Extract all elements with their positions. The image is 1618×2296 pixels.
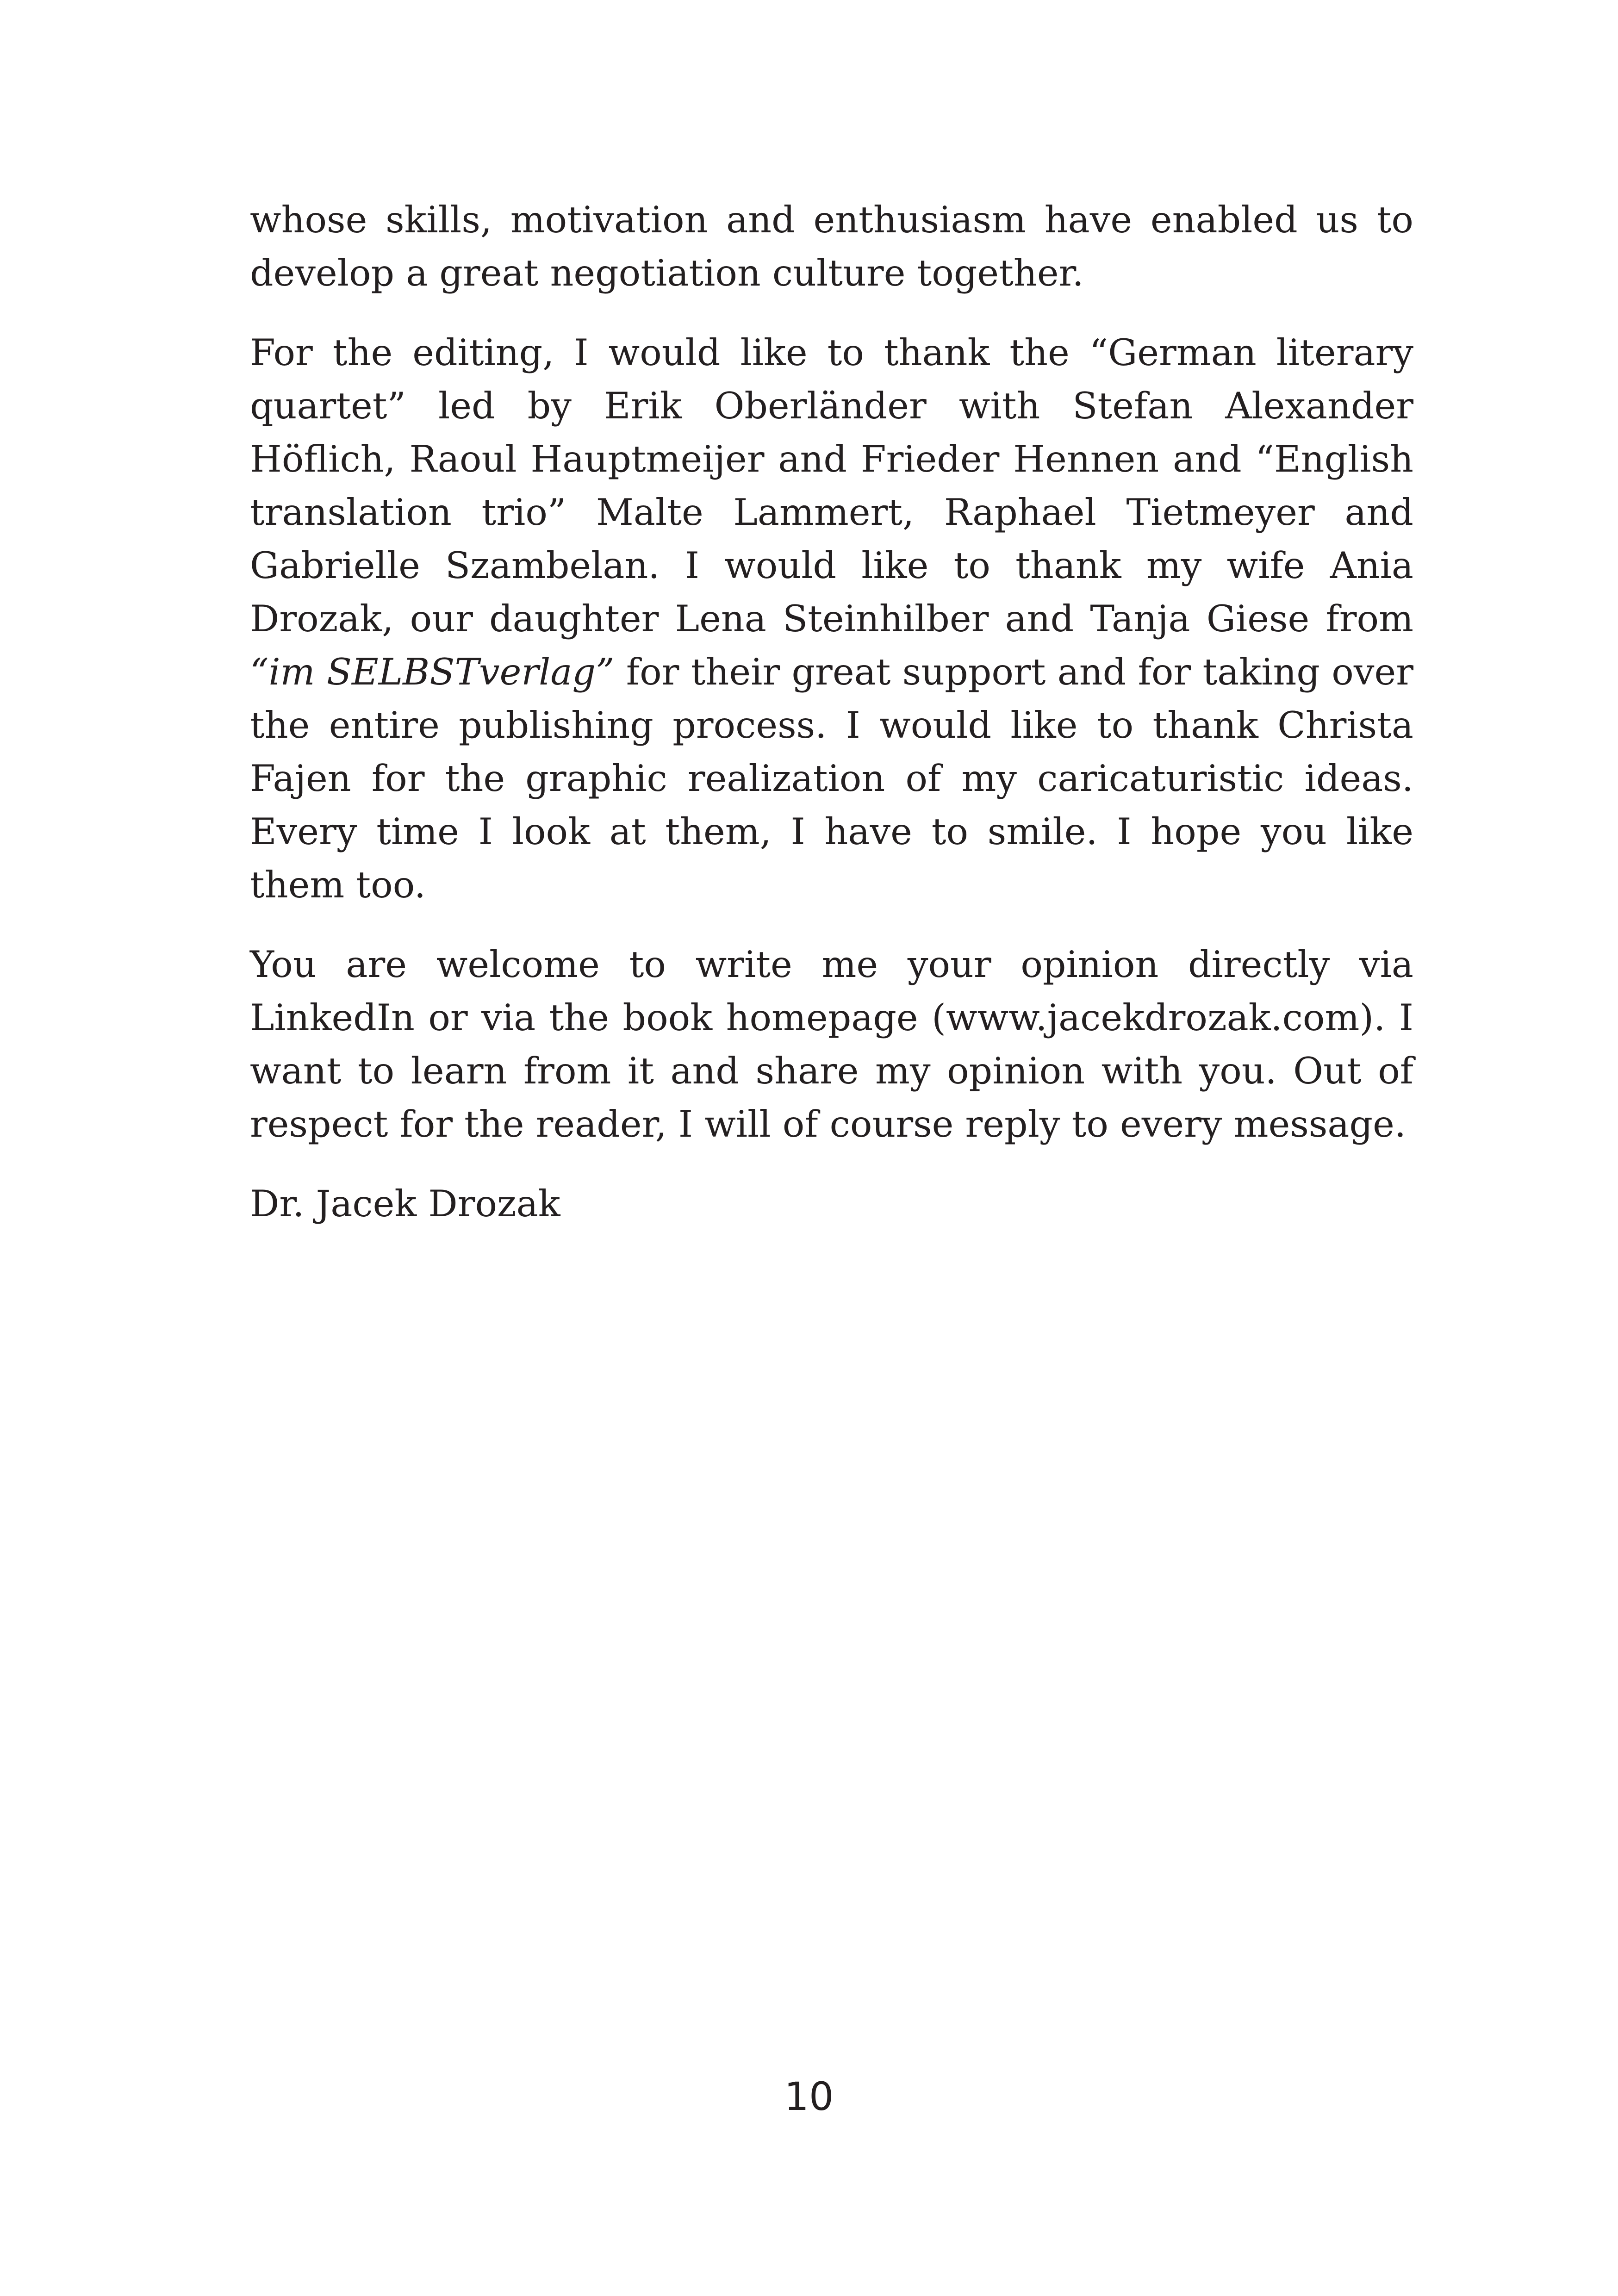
- paragraph-feedback: You are welcome to write me your opinion directly via LinkedIn or via the book homepage (www.jacekdrozak.com). I want to learn from it and share my opinion with you. Out of respect for the reader, I will of course reply to every message.: [250, 943, 1413, 1145]
- acknowledgements-text-start: For the editing, I would like to thank the “German literary quartet” led by Erik Oberländer with Stefan Alexander Höflich, Raoul Hauptmeijer and Frieder Hennen and “English translation trio” Malte Lammert, Raphael Tietmeyer and Gabrielle Szambelan. I would like to thank my wife Ania Drozak, our daughter Lena Steinhilber and Tanja Giese from: [250, 331, 1413, 640]
- body-text: [250, 193, 1413, 1257]
- paragraph-acknowledgements: [250, 326, 1413, 912]
- paragraph-skills: whose skills, motivation and enthusiasm have enabled us to develop a great negotiation culture together.: [250, 199, 1413, 294]
- publisher-name: “im SELBSTverlag”: [250, 651, 615, 693]
- page-number: 10: [784, 2074, 834, 2119]
- acknowledgements-text-end: for their great support and for taking over the entire publishing process. I would like to thank Christa Fajen for the graphic realization of my caricaturistic ideas. Every time I look at them, I have to smile. I hope you like them too.: [250, 651, 1413, 906]
- author-signature: Dr. Jacek Drozak: [250, 1182, 560, 1225]
